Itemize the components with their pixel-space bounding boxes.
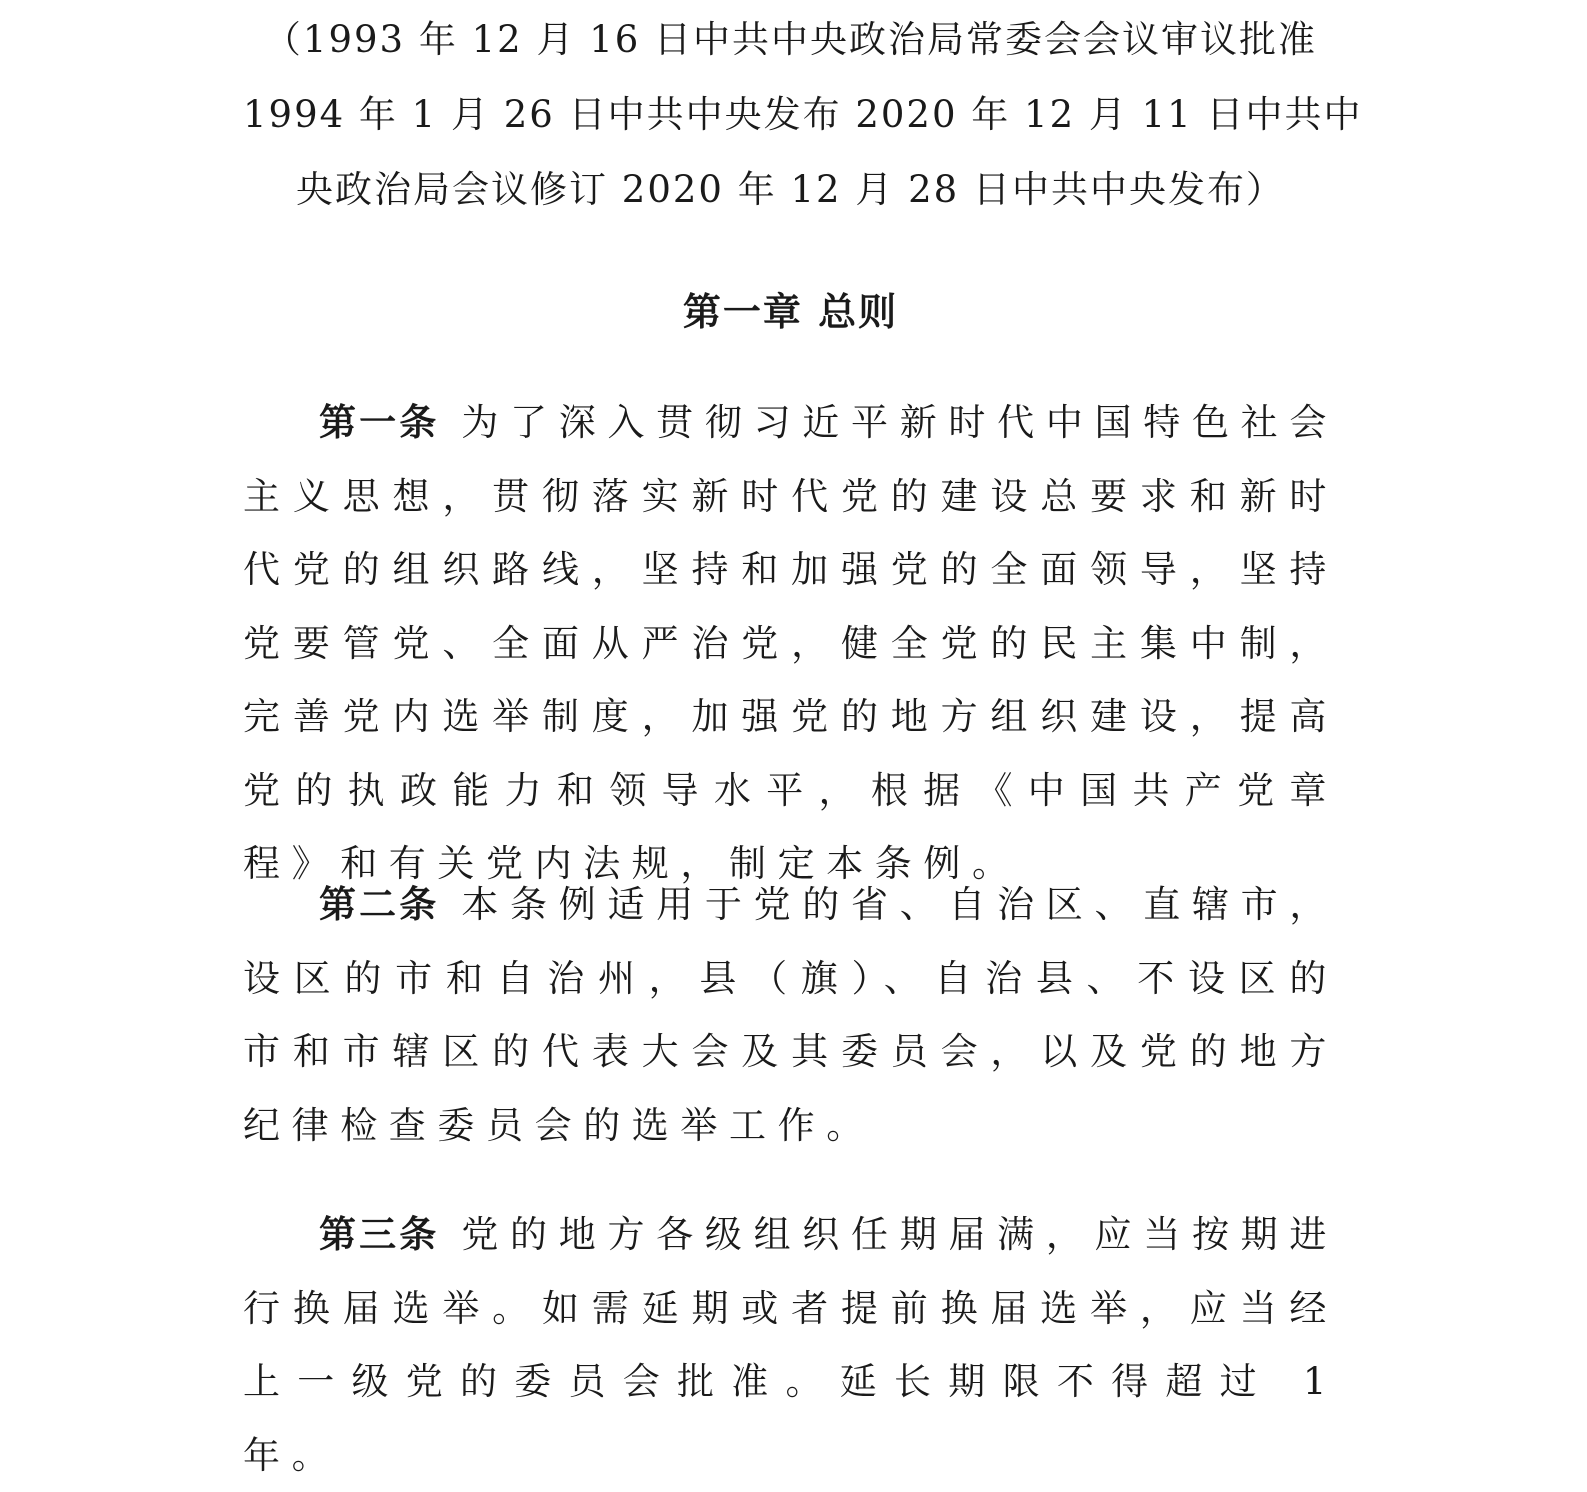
article-1 <box>243 386 1338 901</box>
preamble-line: 1994 年 1 月 26 日中共中央发布 2020 年 12 月 11 日中共中 <box>243 93 1363 136</box>
article-text: 为了深入贯彻习近平新时代中国特色社会主义思想，贯彻落实新时代党的建设总要求和新时代党的组织路线，坚持和加强党的全面领导，坚持党要管党、全面从严治党，健全党的民主集中制，完善党内选举制度，加强党的地方组织建设，提高党的执政能力和领导水平，根据《中国共产党章程》和有关党内法规，制定本条例。 <box>243 401 1338 885</box>
chapter-title: 第一章 总则 <box>682 290 899 334</box>
preamble <box>243 0 1363 227</box>
article-number: 第三条 <box>319 1213 440 1256</box>
article-2 <box>243 868 1338 1162</box>
article-text: 本条例适用于党的省、自治区、直辖市，设区的市和自治州，县（旗）、自治县、不设区的市和市辖区的代表大会及其委员会，以及党的地方纪律检查委员会的选举工作。 <box>243 883 1338 1147</box>
document-page <box>243 0 1363 1477</box>
article-3 <box>243 1198 1338 1492</box>
preamble-line: 央政治局会议修订 2020 年 12 月 28 日中共中央发布） <box>296 168 1285 211</box>
article-number: 第二条 <box>319 883 440 926</box>
article-number: 第一条 <box>319 401 440 444</box>
article-text: 党的地方各级组织任期届满，应当按期进行换届选举。如需延期或者提前换届选举，应当经上一级党的委员会批准。延长期限不得超过 1 年。 <box>243 1213 1338 1477</box>
preamble-line: （1993 年 12 月 16 日中共中央政治局常委会会议审议批准 <box>263 18 1318 61</box>
